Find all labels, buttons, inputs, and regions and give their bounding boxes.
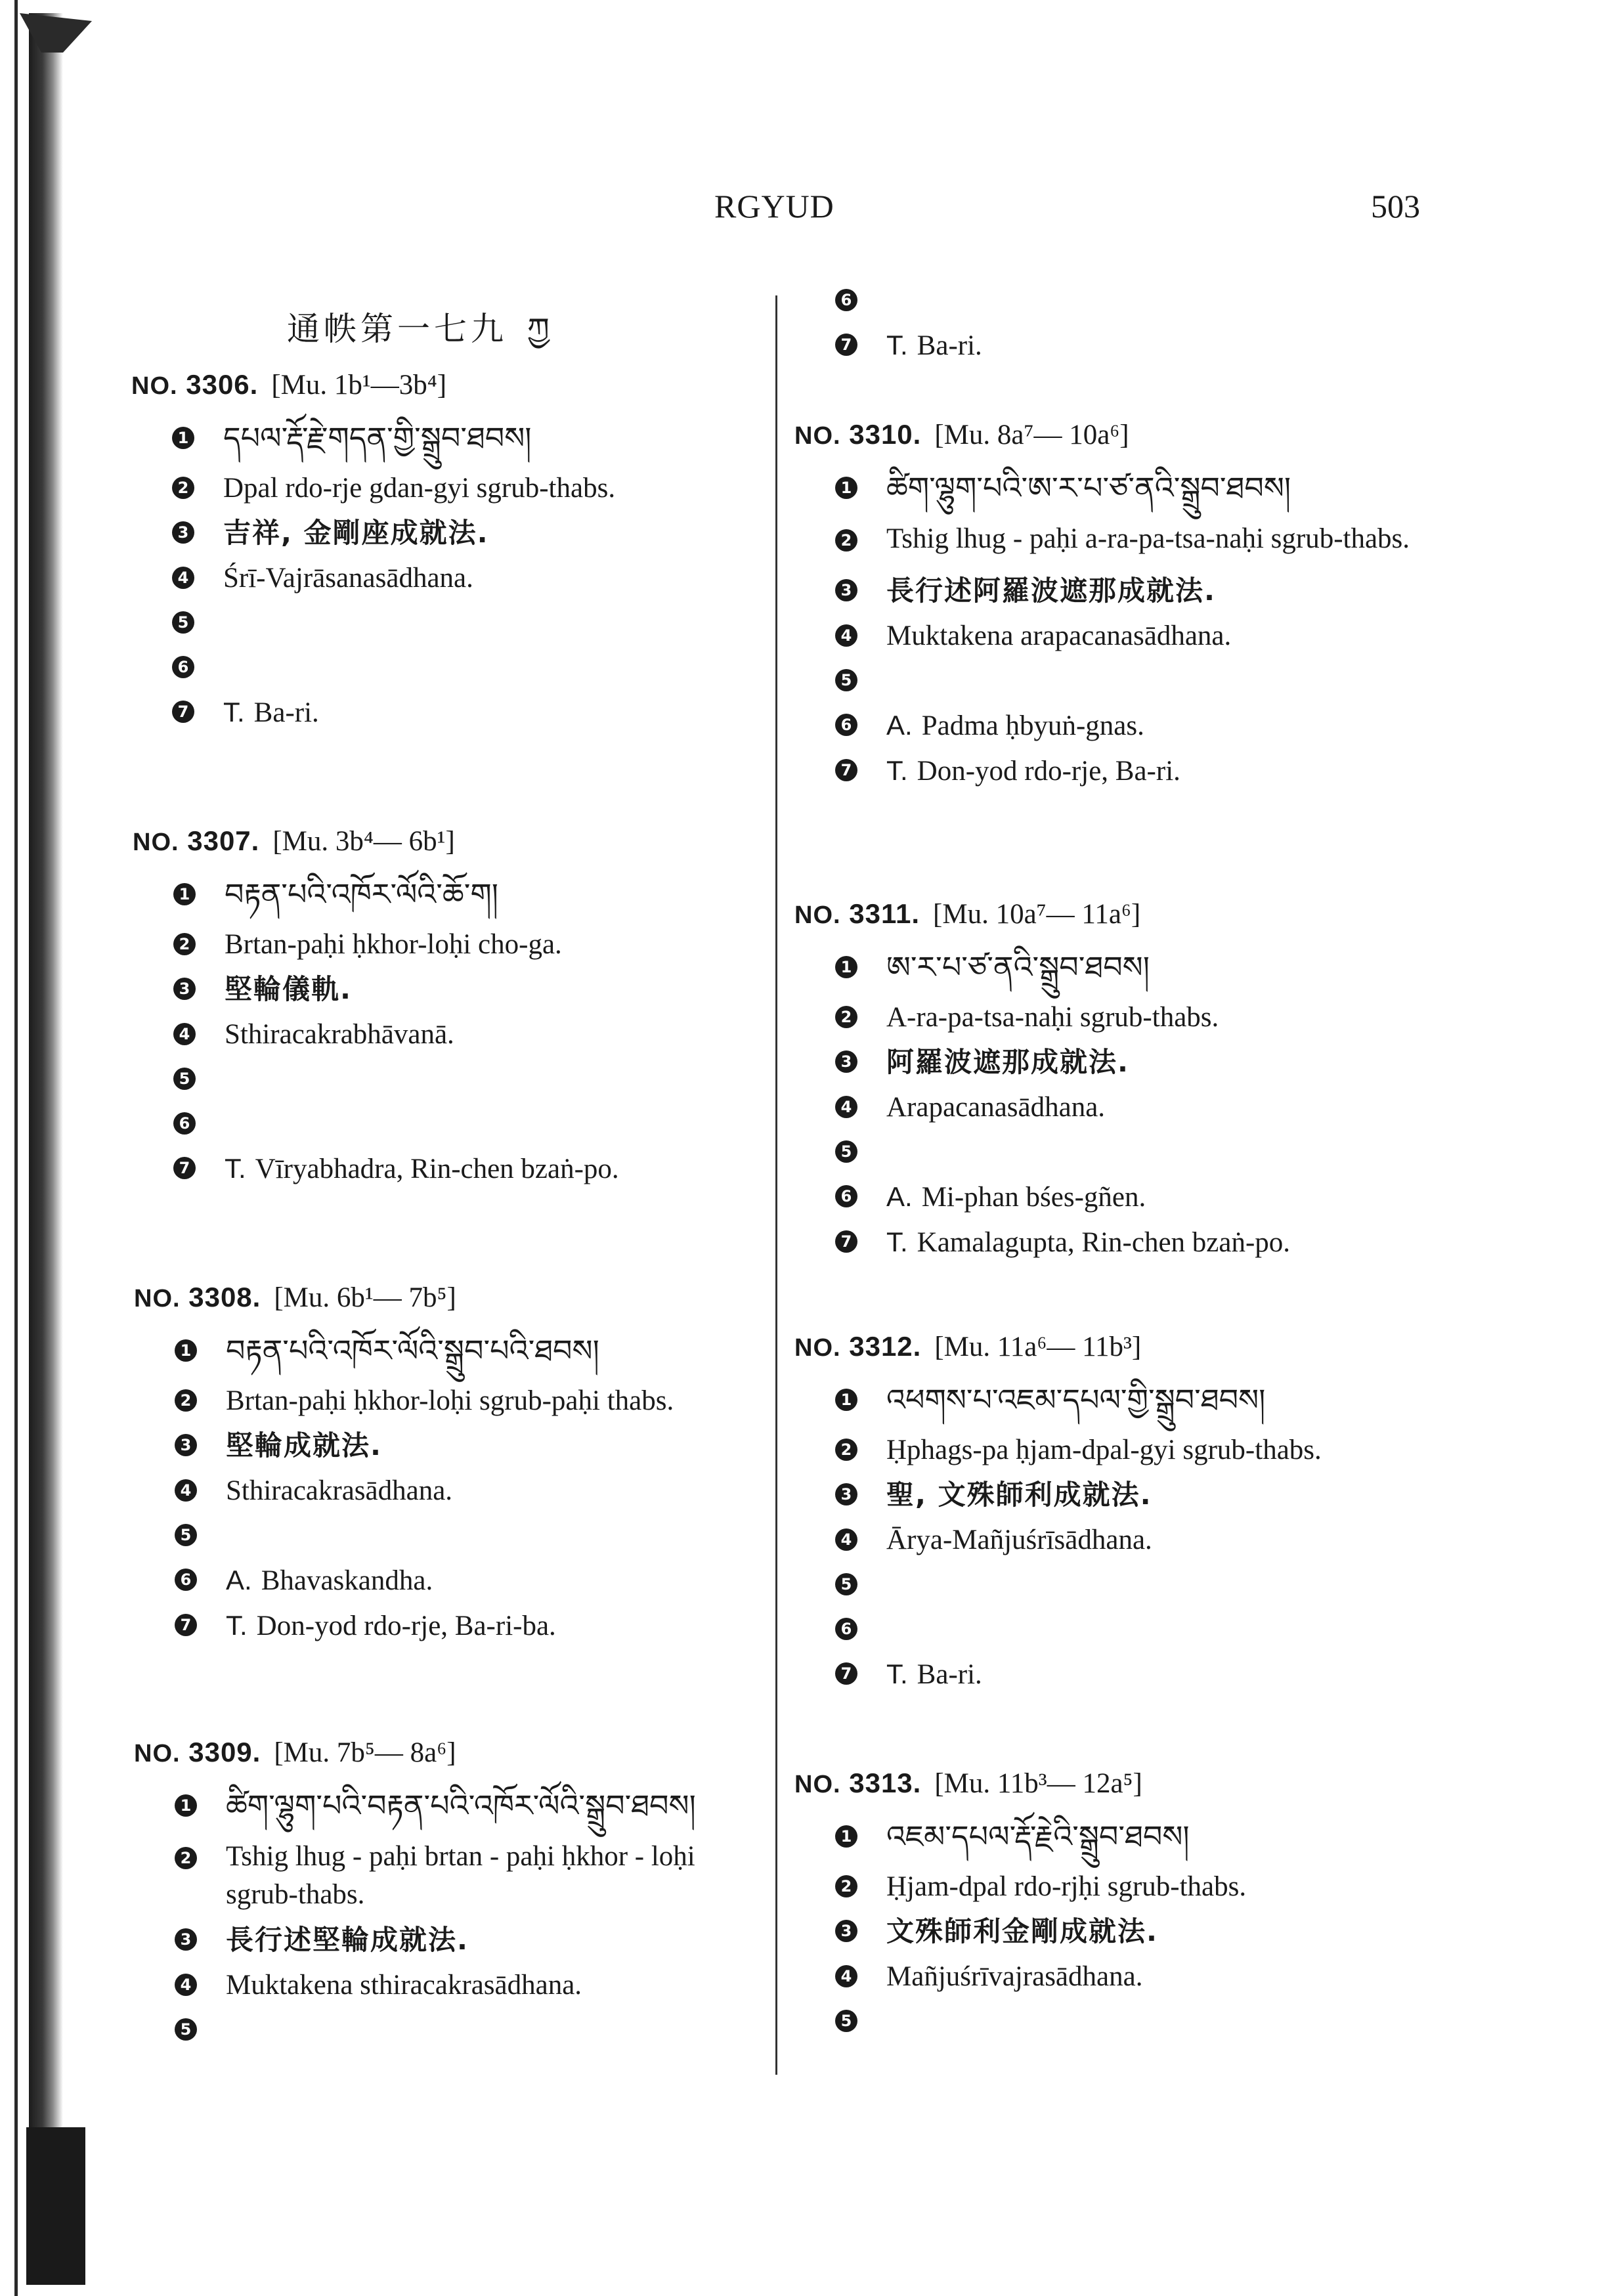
tibetan-title: 1 ཚིག་ལྷུག་པའི་ཨ་ར་པ་ཙ་ནའི་སྒྲུབ་ཐབས། bbox=[794, 460, 1451, 516]
item-number-badge: 2 bbox=[835, 529, 857, 552]
author-field bbox=[794, 1607, 1451, 1652]
item-number-badge: 4 bbox=[835, 1528, 857, 1551]
item-number-badge: 1 bbox=[835, 1389, 857, 1411]
item-number-badge: 6 bbox=[835, 714, 857, 736]
item-number-badge: 2 bbox=[173, 933, 196, 955]
sanskrit-title: 4 Arapacanasādhana. bbox=[794, 1085, 1451, 1130]
catalog-entry-3313 bbox=[794, 1767, 1451, 2044]
entry-heading bbox=[794, 1767, 1451, 1808]
item-number-badge: 5 bbox=[173, 1068, 196, 1090]
translator-field: 7 T. Ba-ri. bbox=[131, 690, 768, 735]
entry-number: NO. 3311. bbox=[794, 898, 920, 929]
chinese-title: 3 文殊師利金剛成就法. bbox=[794, 1909, 1451, 1955]
sanskrit-title: 4 Mañjuśrīvajrasādhana. bbox=[794, 1955, 1451, 1999]
tibetan-title: 1 བརྟན་པའི་འཁོར་ལོའི་ཆོ་ག། bbox=[133, 866, 769, 922]
catalog-entry-3311 bbox=[794, 898, 1451, 1265]
item-number-badge: 2 bbox=[172, 477, 194, 499]
item-number-badge: 2 bbox=[835, 1006, 857, 1028]
item-number-badge: 5 bbox=[172, 611, 194, 634]
entry-heading bbox=[134, 1737, 771, 1777]
item-number-badge: 1 bbox=[835, 1825, 857, 1848]
item-number-badge: 3 bbox=[175, 1434, 197, 1456]
tibetan-title: 1 བརྟན་པའི་འཁོར་ལོའི་སྒྲུབ་པའི་ཐབས། bbox=[134, 1322, 771, 1379]
item-number-badge: 6 bbox=[175, 1569, 197, 1591]
item-number-badge: 5 bbox=[835, 1573, 857, 1595]
item-number-badge: 1 bbox=[835, 956, 857, 978]
author-field bbox=[131, 645, 768, 690]
transliterated-title: 2 A-ra-pa-tsa-naḥi sgrub-thabs. bbox=[794, 995, 1451, 1040]
item-number-badge: 3 bbox=[173, 978, 196, 1000]
item-number-badge: 3 bbox=[172, 521, 194, 544]
item-number-badge: 7 bbox=[175, 1614, 197, 1636]
item-number-badge: 7 bbox=[835, 1230, 857, 1253]
item-number-badge: 6 bbox=[835, 1618, 857, 1640]
chinese-title: 3 長行述阿羅波遮那成就法. bbox=[794, 569, 1451, 614]
item-number-badge: 7 bbox=[835, 334, 857, 356]
item-number-badge: 4 bbox=[173, 1023, 196, 1045]
empty-field bbox=[134, 2008, 771, 2052]
item-number-badge: 7 bbox=[172, 701, 194, 723]
catalog-entry-3308 bbox=[134, 1282, 771, 1649]
entry-heading bbox=[794, 419, 1451, 460]
item-number-badge: 4 bbox=[835, 624, 857, 647]
entry-heading bbox=[794, 898, 1451, 939]
entry-number: NO. 3307. bbox=[133, 825, 260, 856]
empty-field bbox=[794, 1563, 1451, 1607]
entry-heading bbox=[131, 369, 768, 410]
transliterated-title: 2 Brtan-paḥi ḥkhor-loḥi cho-ga. bbox=[133, 922, 769, 967]
item-number-badge: 2 bbox=[175, 1847, 197, 1869]
item-number-badge: 2 bbox=[835, 1439, 857, 1461]
item-number-badge: 5 bbox=[175, 1524, 197, 1546]
item-number-badge: 3 bbox=[835, 1051, 857, 1073]
item-number-badge: 4 bbox=[175, 1974, 197, 1996]
folio-range: [Mu. 11a⁶— 11b³] bbox=[934, 1332, 1142, 1362]
item-number-badge: 5 bbox=[835, 2010, 857, 2032]
translator-field: 7 T. Kamalagupta, Rin-chen bzaṅ-po. bbox=[794, 1220, 1451, 1265]
translator-field: 7 T. Don-yod rdo-rje, Ba-ri-ba. bbox=[134, 1603, 771, 1649]
folio-range: [Mu. 7b⁵— 8a⁶] bbox=[274, 1737, 456, 1768]
item-number-badge: 6 bbox=[835, 289, 857, 311]
author-field bbox=[133, 1102, 769, 1146]
chinese-title: 3 堅輪儀軌. bbox=[133, 967, 769, 1012]
author-field bbox=[794, 278, 1451, 323]
item-number-badge: 3 bbox=[835, 1483, 857, 1505]
catalog-entry-3306 bbox=[131, 369, 768, 735]
sanskrit-title: 4 Muktakena arapacanasādhana. bbox=[794, 614, 1451, 659]
translator-field: 7 T. Ba-ri. bbox=[794, 323, 1451, 368]
running-head bbox=[0, 187, 1623, 233]
sanskrit-title: 4 Ārya-Mañjuśrīsādhana. bbox=[794, 1518, 1451, 1563]
empty-field bbox=[131, 601, 768, 645]
item-number-badge: 4 bbox=[835, 1096, 857, 1118]
translator-field: 7 T. Ba-ri. bbox=[794, 1652, 1451, 1697]
page-number: 503 bbox=[1371, 188, 1420, 225]
item-number-badge: 6 bbox=[835, 1185, 857, 1207]
item-number-badge: 5 bbox=[835, 1140, 857, 1163]
catalog-entry-3307 bbox=[133, 825, 769, 1192]
item-number-badge: 4 bbox=[175, 1479, 197, 1502]
folio-range: [Mu. 10a⁷— 11a⁶] bbox=[933, 899, 1141, 930]
entry-number: NO. 3312. bbox=[794, 1331, 922, 1362]
item-number-badge: 2 bbox=[175, 1389, 197, 1412]
folio-range: [Mu. 8a⁷— 10a⁶] bbox=[934, 420, 1129, 450]
spine-bottom-shadow bbox=[26, 2127, 85, 2285]
entry-number: NO. 3306. bbox=[131, 369, 259, 400]
catalog-entry-3310 bbox=[794, 419, 1451, 794]
chinese-title: 3 長行述堅輪成就法. bbox=[134, 1918, 771, 1963]
chinese-title: 3 聖, 文殊師利成就法. bbox=[794, 1473, 1451, 1518]
author-field: 6 A. Padma ḥbyuṅ-gnas. bbox=[794, 703, 1451, 748]
item-number-badge: 6 bbox=[173, 1112, 196, 1135]
catalog-entry-3312 bbox=[794, 1331, 1451, 1697]
transliterated-title: 2 Ḥphags-pa ḥjam-dpal-gyi sgrub-thabs. bbox=[794, 1428, 1451, 1473]
item-number-badge: 7 bbox=[835, 759, 857, 781]
chinese-title: 3 堅輪成就法. bbox=[134, 1423, 771, 1469]
sanskrit-title: 4 Muktakena sthiracakrasādhana. bbox=[134, 1963, 771, 2008]
entry-heading bbox=[134, 1282, 771, 1322]
entry-number: NO. 3308. bbox=[134, 1282, 261, 1312]
tibetan-title: 1 ཨ་ར་པ་ཙ་ནའི་སྒྲུབ་ཐབས། bbox=[794, 939, 1451, 995]
item-number-badge: 1 bbox=[175, 1794, 197, 1817]
tibetan-title: 1 ཚིག་ལྷུག་པའི་བརྟན་པའི་འཁོར་ལོའི་སྒྲུབ་ཐབས། bbox=[134, 1777, 771, 1834]
item-number-badge: 5 bbox=[835, 669, 857, 691]
empty-field bbox=[133, 1057, 769, 1102]
sanskrit-title: 4 Sthiracakrasādhana. bbox=[134, 1469, 771, 1513]
catalog-entry-3309-continued bbox=[794, 278, 1451, 368]
chinese-title: 3 阿羅波遮那成就法. bbox=[794, 1040, 1451, 1085]
empty-field bbox=[134, 1513, 771, 1558]
transliterated-title: 2 Tshig lhug - paḥi brtan - paḥi ḥkhor - loḥi sgrub-thabs. bbox=[134, 1834, 771, 1918]
folio-range: [Mu. 6b¹— 7b⁵] bbox=[274, 1282, 456, 1313]
folio-range: [Mu. 1b¹—3b⁴] bbox=[271, 370, 447, 401]
author-field: 6 A. Bhavaskandha. bbox=[134, 1558, 771, 1603]
item-number-badge: 3 bbox=[835, 579, 857, 601]
item-number-badge: 4 bbox=[172, 567, 194, 589]
chinese-title: 3 吉祥, 金剛座成就法. bbox=[131, 511, 768, 556]
running-head-title: RGYUD bbox=[714, 188, 834, 225]
author-field: 6 A. Mi-phan bśes-gñen. bbox=[794, 1175, 1451, 1220]
transliterated-title: 2 Brtan-paḥi ḥkhor-loḥi sgrub-paḥi thabs. bbox=[134, 1379, 771, 1423]
translator-field: 7 T. Vīryabhadra, Rin-chen bzaṅ-po. bbox=[133, 1146, 769, 1192]
folio-range: [Mu. 3b⁴— 6b¹] bbox=[272, 826, 455, 857]
item-number-badge: 1 bbox=[175, 1339, 197, 1362]
item-number-badge: 2 bbox=[835, 1875, 857, 1897]
item-number-badge: 7 bbox=[835, 1662, 857, 1685]
entry-heading bbox=[133, 825, 769, 866]
volume-heading-tib: ཀྱ bbox=[527, 313, 553, 347]
tibetan-title: 1 འཇམ་དཔལ་རྡོ་རྗེའི་སྒྲུབ་ཐབས། bbox=[794, 1808, 1451, 1865]
empty-field bbox=[794, 1130, 1451, 1175]
item-number-badge: 3 bbox=[835, 1920, 857, 1942]
catalog-entry-3309 bbox=[134, 1737, 771, 2052]
item-number-badge: 4 bbox=[835, 1965, 857, 1987]
sanskrit-title: 4 Sthiracakrabhāvanā. bbox=[133, 1012, 769, 1057]
book-spine-shadow bbox=[29, 13, 63, 2272]
scanned-page-edge bbox=[0, 0, 98, 2296]
tibetan-title: 1 དཔལ་རྡོ་རྗེ་གདན་གྱི་སྒྲུབ་ཐབས། bbox=[131, 410, 768, 466]
translator-field: 7 T. Don-yod rdo-rje, Ba-ri. bbox=[794, 748, 1451, 794]
transliterated-title: 2 Dpal rdo-rje gdan-gyi sgrub-thabs. bbox=[131, 466, 768, 511]
empty-field bbox=[794, 1999, 1451, 2044]
transliterated-title: 2 Ḥjam-dpal rdo-rjḥi sgrub-thabs. bbox=[794, 1865, 1451, 1909]
item-number-badge: 1 bbox=[172, 427, 194, 449]
item-number-badge: 5 bbox=[175, 2018, 197, 2041]
binding-line bbox=[14, 0, 18, 2296]
item-number-badge: 3 bbox=[175, 1928, 197, 1951]
tibetan-title: 1 འཕགས་པ་འཇམ་དཔལ་གྱི་སྒྲུབ་ཐབས། bbox=[794, 1372, 1451, 1428]
item-number-badge: 7 bbox=[173, 1157, 196, 1179]
entry-number: NO. 3309. bbox=[134, 1737, 261, 1767]
volume-heading-cn: 通帙第一七九 bbox=[287, 311, 508, 347]
item-number-badge: 1 bbox=[835, 477, 857, 499]
entry-heading bbox=[794, 1331, 1451, 1372]
entry-number: NO. 3313. bbox=[794, 1767, 922, 1798]
item-number-badge: 6 bbox=[172, 656, 194, 678]
column-divider bbox=[775, 295, 777, 2075]
empty-field bbox=[794, 659, 1451, 703]
item-number-badge: 1 bbox=[173, 883, 196, 905]
sanskrit-title: 4 Śrī-Vajrāsanasādhana. bbox=[131, 556, 768, 601]
folio-range: [Mu. 11b³— 12a⁵] bbox=[934, 1768, 1142, 1799]
entry-number: NO. 3310. bbox=[794, 419, 922, 450]
transliterated-title: 2 Tshig lhug - paḥi a-ra-pa-tsa-naḥi sgrub-thabs. bbox=[794, 516, 1451, 569]
